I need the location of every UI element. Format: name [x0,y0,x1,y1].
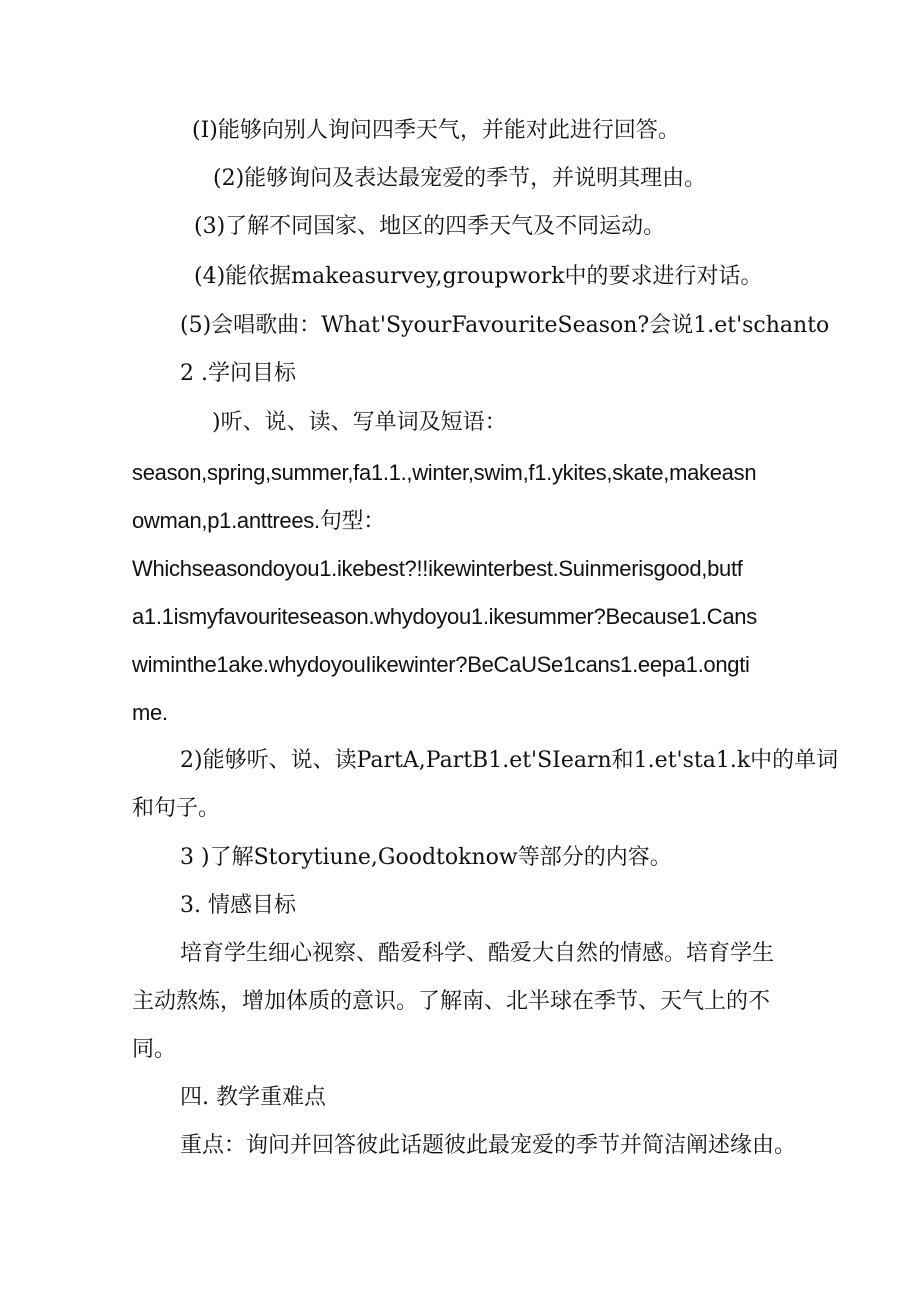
knowledge-heading: 2 .学问目标 [180,361,296,386]
objective-item-5: (5)会唱歌曲：What'SyourFavouriteSeason?会说1.et'schanto [180,313,830,338]
emotion-text-line-3: 同。 [132,1037,177,1062]
key-points-heading: 四. 教学重难点 [180,1085,326,1110]
knowledge-sub-2-line-2: 和句子。 [132,796,221,821]
emotion-text-line-1: 培育学生细心视察、酷爱科学、酷爱大自然的情感。培育学生 [180,941,775,966]
vocab-line-2: owman,p1.anttrees.句型： [132,508,385,533]
emotion-text-line-2: 主动熬炼，增加体质的意识。了解南、北半球在季节、天气上的不 [132,989,771,1014]
knowledge-sub-3: 3 )了解Storytiune,Goodtoknow等部分的内容。 [180,845,672,870]
objective-item-1: (I)能够向别人询问四季天气，并能对此进行回答。 [192,118,680,143]
sentence-line-4: me. [132,700,168,725]
sentence-line-2: a1.1ismyfavouriteseason.whydoyou1.ikesummer?Because1.Cans [132,604,757,629]
objective-item-4: (4)能依据makeasurvey,groupwork中的要求进行对话。 [194,264,763,289]
key-points-text: 重点：询问并回答彼此话题彼此最宠爱的季节并简洁阐述缘由。 [180,1133,797,1158]
objective-item-3: (3)了解不同国家、地区的四季天气及不同运动。 [194,214,666,239]
knowledge-sub-2-line-1: 2)能够听、说、读PartA,PartB1.et'SIearn和1.et'sta1.k中的单词 [180,748,839,773]
sentence-line-3: wiminthe1ake.whydoyouIikewinter?BeCaUSe1cans1.eepa1.ongti [132,652,750,677]
emotion-heading: 3. 情感目标 [180,893,296,918]
knowledge-sub-1: )听、说、读、写单词及短语： [212,410,507,435]
vocab-line-1: season,spring,summer,fa1.1.,winter,swim,f1.ykites,skate,makeasn [132,460,757,485]
sentence-line-1: Whichseasondoyou1.ikebest?!!ikewinterbest.Suinmerisgood,butf [132,556,743,581]
objective-item-2: (2)能够询问及表达最宠爱的季节，并说明其理由。 [213,166,707,191]
